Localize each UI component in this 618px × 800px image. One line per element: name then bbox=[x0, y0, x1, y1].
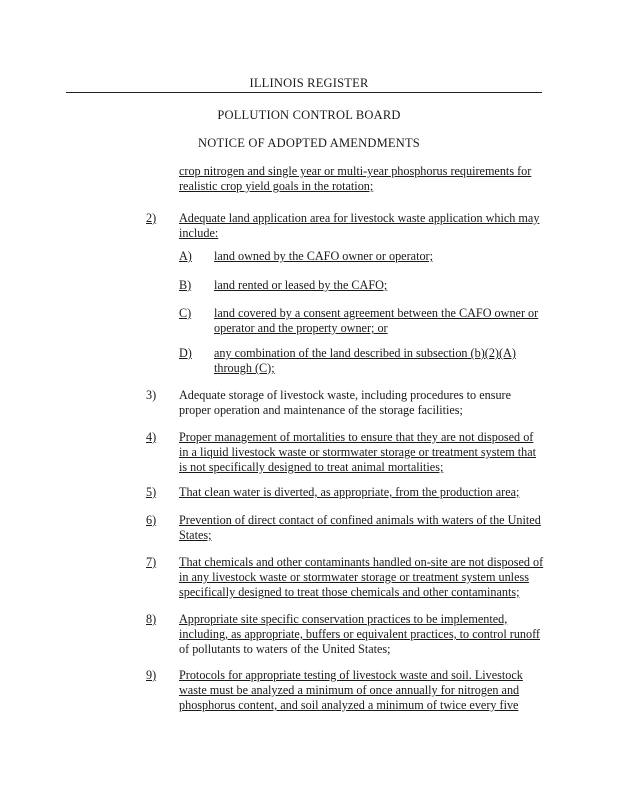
text-line: any combination of the land described in subsection (b)(2)(A) bbox=[214, 346, 516, 360]
text-line: crop nitrogen and single year or multi-year phosphorus requirements for bbox=[179, 164, 532, 178]
list-item bbox=[179, 485, 519, 500]
subitem-text: land rented or leased by the CAFO; bbox=[214, 278, 388, 292]
text-line: including, as appropriate, buffers or equivalent practices, to control runoff bbox=[179, 627, 540, 641]
text-line: Protocols for appropriate testing of livestock waste and soil. Livestock bbox=[179, 668, 523, 682]
text-line: waste must be analyzed a minimum of once annually for nitrogen and bbox=[179, 683, 520, 697]
list-item bbox=[179, 555, 543, 600]
item-number: 3) bbox=[146, 388, 157, 402]
subitem-number: C) bbox=[179, 306, 192, 320]
text-line: is not specifically designed to treat animal mortalities; bbox=[179, 460, 444, 474]
text-line: operator and the property owner; or bbox=[214, 321, 388, 335]
header-rule bbox=[66, 92, 542, 93]
text-line: of pollutants to waters of the United States; bbox=[179, 642, 391, 656]
list-item bbox=[179, 513, 541, 543]
text-line: That chemicals and other contaminants handled on-site are not disposed of bbox=[179, 555, 544, 569]
text-line: Appropriate site specific conservation practices to be implemented, bbox=[179, 612, 508, 626]
continuation-text bbox=[179, 164, 531, 194]
text-line: Adequate storage of livestock waste, including procedures to ensure bbox=[179, 388, 512, 402]
subitem-text: land owned by the CAFO owner or operator; bbox=[214, 249, 433, 263]
subitem-number: A) bbox=[179, 249, 192, 263]
item-number: 2) bbox=[146, 211, 157, 225]
subitem-number: B) bbox=[179, 278, 192, 292]
text-line: in any livestock waste or stormwater storage or treatment system unless bbox=[179, 570, 529, 584]
board-title: POLLUTION CONTROL BOARD bbox=[217, 108, 401, 122]
subitem-text bbox=[214, 306, 538, 336]
item-number: 8) bbox=[146, 612, 157, 626]
text-line: States; bbox=[179, 528, 212, 542]
text-line: Adequate land application area for livestock waste application which may bbox=[179, 211, 540, 225]
item-number: 4) bbox=[146, 430, 157, 444]
text-line: phosphorus content, and soil analyzed a minimum of twice every five bbox=[179, 698, 519, 712]
text-line: Proper management of mortalities to ensure that they are not disposed of bbox=[179, 430, 534, 444]
register-title: ILLINOIS REGISTER bbox=[249, 76, 369, 90]
item-number: 7) bbox=[146, 555, 157, 569]
text-line: through (C); bbox=[214, 361, 275, 375]
text-line: That clean water is diverted, as appropriate, from the production area; bbox=[179, 485, 520, 499]
text-line: specifically designed to treat those chemicals and other contaminants; bbox=[179, 585, 520, 599]
list-item bbox=[179, 668, 523, 713]
text-line: include: bbox=[179, 226, 219, 240]
subitem-number: D) bbox=[179, 346, 192, 360]
item-number: 9) bbox=[146, 668, 157, 682]
text-line: Prevention of direct contact of confined animals with waters of the United bbox=[179, 513, 541, 527]
list-item bbox=[179, 430, 536, 475]
subitem-text bbox=[214, 346, 516, 376]
item-number: 6) bbox=[146, 513, 157, 527]
notice-title: NOTICE OF ADOPTED AMENDMENTS bbox=[198, 136, 420, 150]
item-number: 5) bbox=[146, 485, 157, 499]
text-line: proper operation and maintenance of the storage facilities; bbox=[179, 403, 463, 417]
list-item bbox=[179, 612, 540, 657]
list-item bbox=[179, 211, 539, 241]
text-line: in a liquid livestock waste or stormwater storage or treatment system that bbox=[179, 445, 537, 459]
text-line: realistic crop yield goals in the rotation; bbox=[179, 179, 374, 193]
text-line: land covered by a consent agreement between the CAFO owner or bbox=[214, 306, 539, 320]
list-item bbox=[179, 388, 511, 418]
